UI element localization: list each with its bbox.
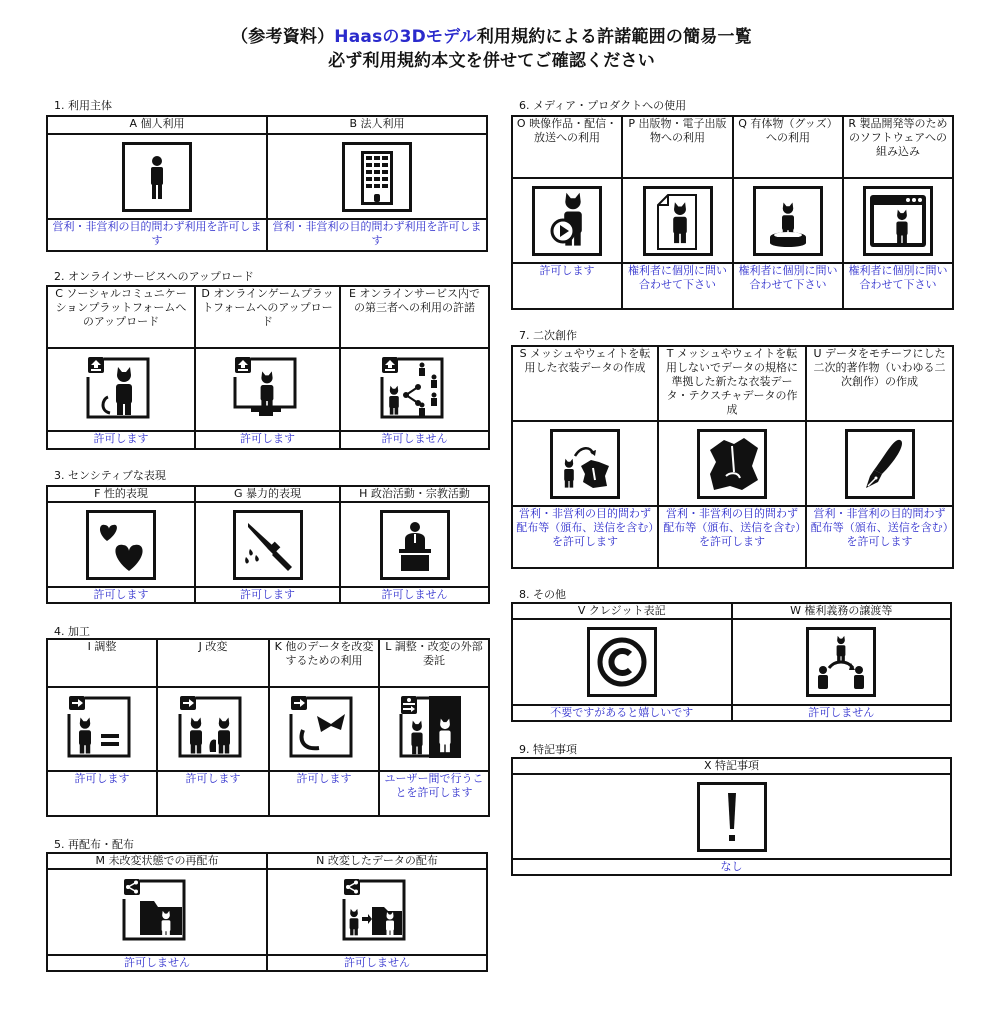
transfer-icon: [806, 627, 876, 697]
header-o: O 映像作品・配信・放送への利用: [512, 116, 622, 178]
table-online-upload: [46, 285, 490, 450]
header-p: P 出版物・電子出版物への利用: [622, 116, 733, 178]
document-icon: [643, 186, 713, 256]
section-label-other: 8. その他: [519, 588, 566, 601]
pen-icon: [845, 429, 915, 499]
result-r: 権利者に個別に問い合わせて下さい: [843, 263, 953, 309]
table-processing: [46, 638, 490, 817]
result-p: 権利者に個別に問い合わせて下さい: [622, 263, 733, 309]
modify-icon: [178, 694, 248, 764]
header-d: D オンラインゲームプラットフォームへのアップロード: [195, 286, 340, 348]
header-c: C ソーシャルコミュニケーションプラットフォームへのアップロード: [47, 286, 195, 348]
result-u: 営利・非営利の目的問わず配布等（頒布、送信を含む）を許可します: [806, 506, 953, 568]
person-icon: [122, 142, 192, 212]
section-label-redistribution: 5. 再配布・配布: [54, 838, 134, 851]
header-m: M 未改変状態での再配布: [47, 853, 267, 869]
distribute-modified-icon: [342, 877, 412, 947]
upload-social-icon: [86, 355, 156, 425]
result-m: 許可しません: [47, 955, 267, 971]
header-g: G 暴力的表現: [195, 486, 340, 502]
result-q: 権利者に個別に問い合わせて下さい: [733, 263, 843, 309]
section-label-sensitive: 3. センシティブな表現: [54, 469, 166, 482]
exclamation-icon: [697, 782, 767, 852]
clothing-icon: [697, 429, 767, 499]
adjust-icon: [67, 694, 137, 764]
software-icon: [863, 186, 933, 256]
result-e: 許可しません: [340, 431, 489, 449]
header-j: J 改変: [157, 639, 269, 687]
header-n: N 改変したデータの配布: [267, 853, 487, 869]
header-w: W 権利義務の譲渡等: [732, 603, 952, 619]
result-k: 許可します: [269, 771, 379, 816]
header-b: B 法人利用: [267, 116, 487, 134]
table-sensitive: [46, 485, 490, 604]
outsource-icon: [399, 694, 469, 764]
table-media: [511, 115, 954, 310]
result-g: 許可します: [195, 587, 340, 603]
upload-share-icon: [380, 355, 450, 425]
result-c: 許可します: [47, 431, 195, 449]
header-i: I 調整: [47, 639, 157, 687]
result-a: 営利・非営利の目的問わず利用を許可します: [47, 219, 267, 251]
result-b: 営利・非営利の目的問わず利用を許可します: [267, 219, 487, 251]
header-q: Q 有体物（グッズ）への利用: [733, 116, 843, 178]
result-j: 許可します: [157, 771, 269, 816]
result-o: 許可します: [512, 263, 622, 309]
result-x: なし: [512, 859, 951, 875]
header-x: X 特記事項: [512, 758, 951, 774]
page-subtitle: 必ず利用規約本文を併せてご確認ください: [328, 51, 655, 71]
hearts-icon: [86, 510, 156, 580]
result-f: 許可します: [47, 587, 195, 603]
result-v: 不要ですがあると嬉しいです: [512, 705, 732, 721]
header-u: U データをモチーフにした二次的著作物（いわゆる二次創作）の作成: [806, 346, 953, 421]
section-label-online-upload: 2. オンラインサービスへのアップロード: [54, 270, 254, 283]
result-h: 許可しません: [340, 587, 489, 603]
header-t: T メッシュやウェイトを転用しないでデータの規格に準拠した新たな衣装データ・テクスチャデータの作成: [658, 346, 806, 421]
table-derivative: [511, 345, 954, 569]
header-k: K 他のデータを改変するための利用: [269, 639, 379, 687]
header-s: S メッシュやウェイトを転用した衣装データの作成: [512, 346, 658, 421]
title-prefix: （参考資料）: [231, 27, 335, 47]
redistribute-icon: [122, 877, 192, 947]
parts-icon: [289, 694, 359, 764]
table-notes: [511, 757, 952, 876]
clothing-transfer-icon: [550, 429, 620, 499]
result-t: 営利・非営利の目的問わず配布等（頒布、送信を含む）を許可します: [658, 506, 806, 568]
table-redistribution: [46, 852, 488, 972]
building-icon: [342, 142, 412, 212]
header-e: E オンラインサービス内での第三者への利用の許諾: [340, 286, 489, 348]
result-w: 許可しません: [732, 705, 952, 721]
title-suffix: 利用規約による許諾範囲の簡易一覧: [476, 27, 752, 47]
section-label-usage-subject: 1. 利用主体: [54, 99, 112, 112]
video-icon: [532, 186, 602, 256]
upload-game-icon: [233, 355, 303, 425]
table-other: [511, 602, 952, 722]
section-label-notes: 9. 特記事項: [519, 743, 577, 756]
result-n: 許可しません: [267, 955, 487, 971]
result-i: 許可します: [47, 771, 157, 816]
header-v: V クレジット表記: [512, 603, 732, 619]
section-label-derivative: 7. 二次創作: [519, 329, 577, 342]
header-a: A 個人利用: [47, 116, 267, 134]
result-s: 営利・非営利の目的問わず配布等（頒布、送信を含む）を許可します: [512, 506, 658, 568]
header-l: L 調整・改変の外部委託: [379, 639, 489, 687]
figure-icon: [753, 186, 823, 256]
section-label-processing: 4. 加工: [54, 625, 90, 638]
header-h: H 政治活動・宗教活動: [340, 486, 489, 502]
page-title: [0, 22, 983, 47]
knife-icon: [233, 510, 303, 580]
result-d: 許可します: [195, 431, 340, 449]
section-label-media: 6. メディア・プロダクトへの使用: [519, 99, 687, 112]
title-brand: Haasの3Dモデル: [334, 27, 477, 47]
header-r: R 製品開発等のためのソフトウェアへの組み込み: [843, 116, 953, 178]
podium-icon: [380, 510, 450, 580]
result-l: ユーザー間で行うことを許可します: [379, 771, 489, 816]
copyright-icon: [587, 627, 657, 697]
table-usage-subject: [46, 115, 488, 252]
header-f: F 性的表現: [47, 486, 195, 502]
